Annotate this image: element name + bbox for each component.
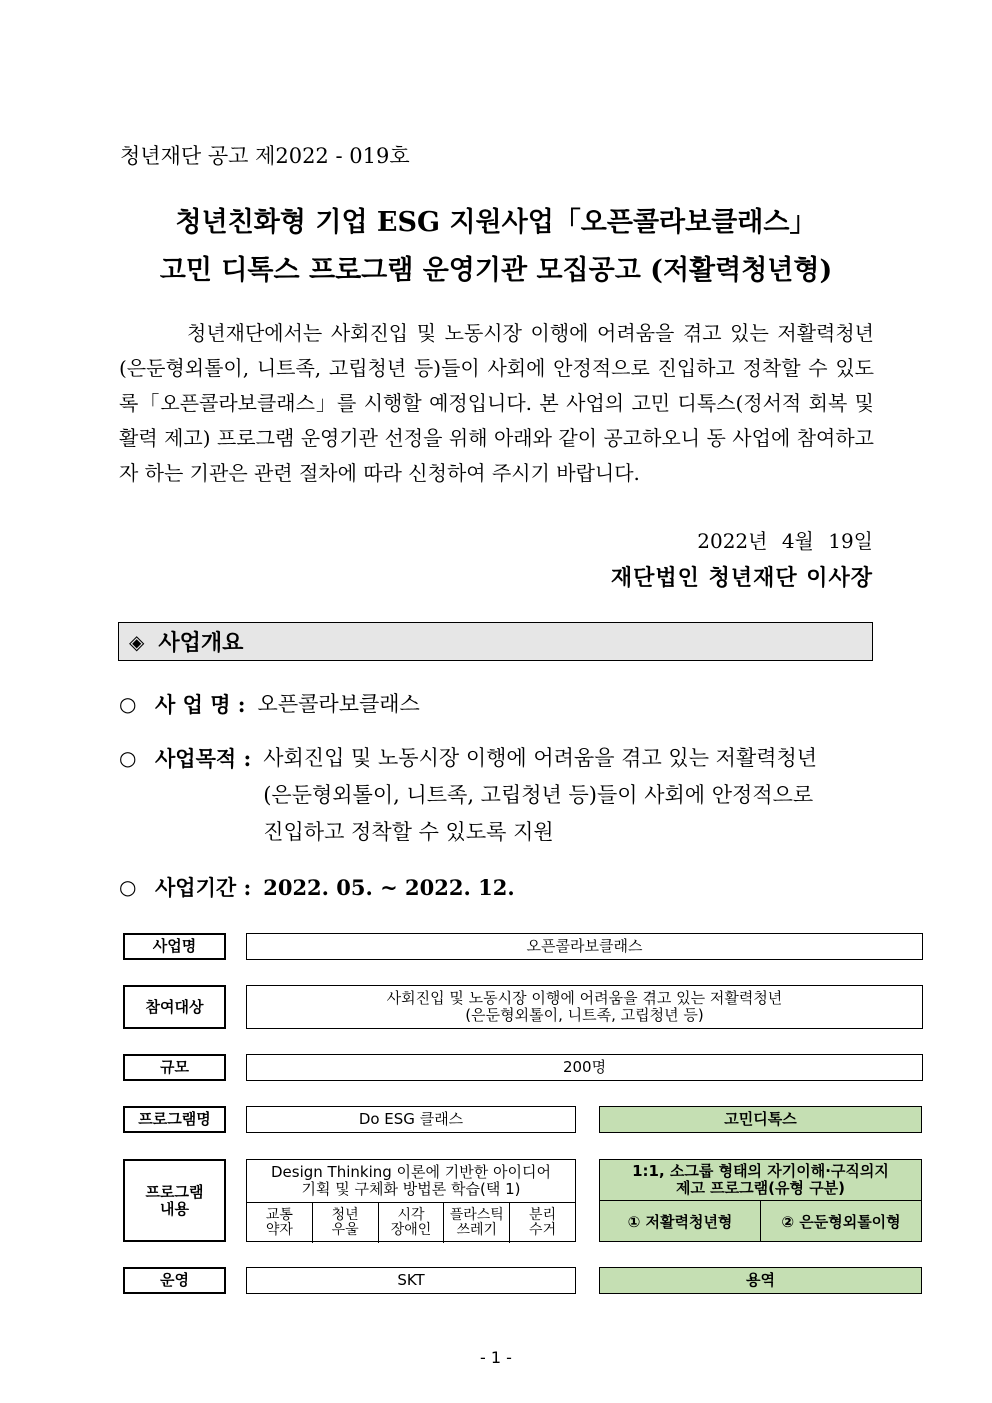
diamond-icon: ◈ (129, 629, 145, 654)
program-a-content (246, 1159, 576, 1242)
circle-bullet-icon: ○ (119, 692, 137, 716)
target-line-1: 사회진입 및 노동시장 이행에 어려움을 겪고 있는 저활력청년 (386, 989, 783, 1007)
page-number: - 1 - (480, 1348, 512, 1367)
option-text: 청년 (331, 1207, 359, 1223)
type-cell: ① 저활력청년형 (600, 1201, 761, 1242)
option-text: 장애인 (390, 1222, 432, 1238)
option-cell (247, 1203, 313, 1243)
overview-item-period (119, 869, 515, 906)
diagram-label-program-content (123, 1159, 226, 1242)
content-label-line-2: 내용 (160, 1199, 189, 1218)
program-a-desc-line-1: Design Thinking 이론에 기반한 아이디어 (271, 1163, 551, 1181)
document-title-line-1: 청년친화형 기업 ESG 지원사업「오픈콜라보클래스」 (175, 207, 817, 238)
content-label-line-1: 프로그램 (145, 1182, 204, 1201)
option-cell (444, 1203, 510, 1243)
option-text: 플라스틱 (449, 1207, 504, 1223)
diagram-label-scale: 규모 (123, 1054, 226, 1081)
notice-date: 2022년 4월 19일 (697, 529, 873, 553)
option-text: 교통 (265, 1207, 293, 1223)
circle-bullet-icon: ○ (119, 875, 137, 899)
diagram-value-target (246, 985, 923, 1029)
overview-item-name (119, 686, 420, 723)
purpose-line-1: 사회진입 및 노동시장 이행에 어려움을 겪고 있는 저활력청년 (263, 746, 818, 770)
type-cell: ② 은둔형외톨이형 (781, 1213, 901, 1231)
item-label: 사업기간 : (155, 875, 252, 900)
operation-a: SKT (246, 1267, 576, 1294)
signer: 재단법인 청년재단 이사장 (610, 565, 873, 591)
purpose-line-3: 진입하고 정착할 수 있도록 지원 (263, 820, 554, 844)
item-label: 사 업 명 : (155, 692, 246, 717)
program-b-content (599, 1159, 922, 1242)
program-a-desc-line-2: 기획 및 구체화 방법론 학습(택 1) (301, 1180, 521, 1198)
item-value: 오픈콜라보클래스 (257, 692, 420, 716)
document-title-line-2: 고민 디톡스 프로그램 운영기관 모집공고 (저활력청년형) (159, 255, 833, 286)
diagram-value-scale: 200명 (246, 1054, 923, 1081)
option-cell (379, 1203, 445, 1243)
diagram-value-name: 오픈콜라보클래스 (246, 933, 923, 960)
overview-item-purpose (119, 740, 879, 851)
program-a-options (247, 1203, 575, 1243)
item-value (263, 740, 817, 851)
option-cell (510, 1203, 575, 1243)
program-a-description (247, 1160, 575, 1203)
section-header (118, 622, 873, 661)
intro-paragraph (119, 316, 874, 491)
option-text: 쓰레기 (456, 1222, 498, 1238)
program-b-description (600, 1160, 921, 1201)
diagram-label-operation: 운영 (123, 1267, 226, 1294)
section-title: 사업개요 (158, 630, 244, 656)
item-label: 사업목적 : (155, 746, 252, 771)
operation-b: 용역 (599, 1267, 922, 1294)
program-b-types (600, 1201, 921, 1242)
program-b-desc-line-2: 제고 프로그램(유형 구분) (675, 1179, 846, 1197)
program-a-name: Do ESG 클래스 (246, 1106, 576, 1133)
notice-number: 청년재단 공고 제2022 - 019호 (120, 144, 410, 168)
option-text: 수거 (529, 1222, 557, 1238)
program-b-desc-line-1: 1:1, 소그룹 형태의 자기이해·구직의지 (632, 1162, 889, 1180)
diagram-label-program-name: 프로그램명 (123, 1106, 226, 1133)
diagram-label-target: 참여대상 (123, 985, 226, 1029)
program-b-name: 고민디톡스 (599, 1106, 922, 1133)
diagram-label-name: 사업명 (123, 933, 226, 960)
option-text: 약자 (265, 1222, 293, 1238)
option-text: 분리 (529, 1207, 557, 1223)
circle-bullet-icon: ○ (119, 746, 137, 770)
purpose-line-2: (은둔형외톨이, 니트족, 고립청년 등)들이 사회에 안정적으로 (263, 783, 814, 807)
option-text: 우울 (331, 1222, 359, 1238)
intro-text: 청년재단에서는 사회진입 및 노동시장 이행에 어려움을 겪고 있는 저활력청년(은둔형외톨이, 니트족, 고립청년 등)들이 사회에 안정적으로 진입하고 정착할 수 있도록「오픈콜라보클래스」를 시행할 예정입니다. 본 사업의 고민 디톡스(정서적 회복 및 활력 제고) 프로그램 운영기관 선정을 위해 아래와 같이 공고하오니 동 사업에 참여하고자 하는 기관은 관련 절차에 따라 신청하여 주시기 바랍니다. (119, 321, 874, 485)
target-line-2: (은둔형외톨이, 니트족, 고립청년 등) (465, 1006, 704, 1024)
option-text: 시각 (397, 1207, 425, 1223)
item-value: 2022. 05. ~ 2022. 12. (263, 875, 515, 900)
option-cell (313, 1203, 379, 1243)
